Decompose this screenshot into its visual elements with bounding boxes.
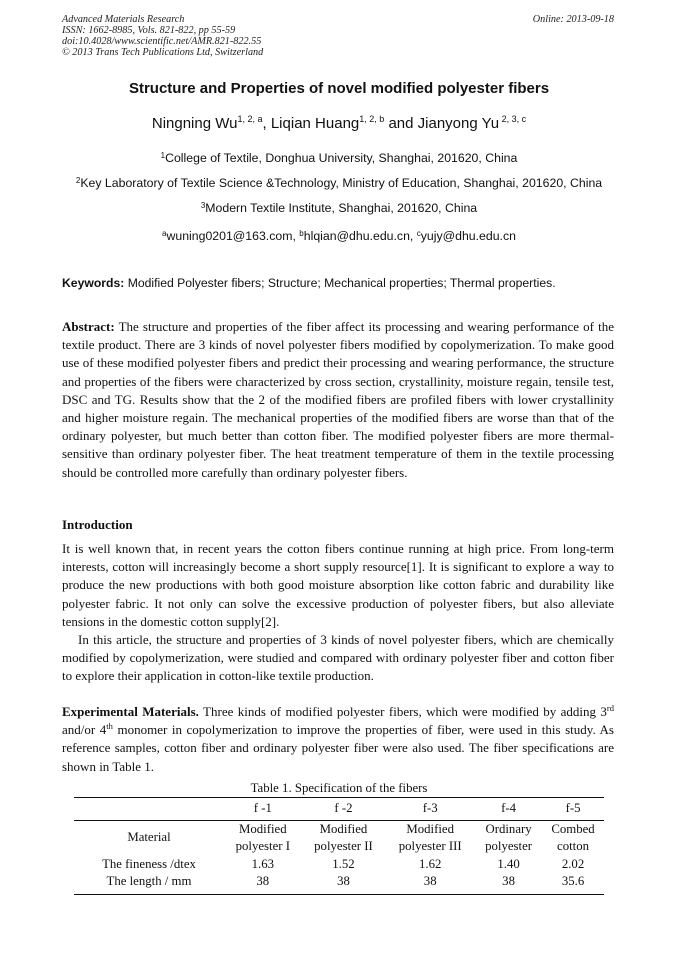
abstract-text: The structure and properties of the fiber affect its processing and wearing performance of the textile product. There are 3 kinds of novel polyester fibers modified by copolymerization. To make good use of these modified polyester fibers and predict their processing and wearing performance, the structure and properties of the fibers were characterized by cross section, crystallinity, moisture regain, tensile test, DSC and TG. Results show that the 2 of the modified fibers are profiled fibers with lower crystallinity and higher moisture regain. The mechanical properties of the modified fibers are worse than that of the ordinary polyester, but much better than cotton fiber. The modified polyester fibers are more thermal-sensitive than ordinary polyester fiber. The heat treatment temperature of them in the textile processing should be controlled more carefully than ordinary polyester fibers. xyxy=(62,319,614,480)
table-cell: polyester III xyxy=(398,839,462,853)
email-address: yujy@dhu.edu.cn xyxy=(420,229,516,243)
affil-marker: 2 xyxy=(75,176,81,185)
email-address: hlqian@dhu.edu.cn, xyxy=(303,229,417,243)
table-cell xyxy=(74,798,224,821)
table-row xyxy=(74,873,604,894)
row-label: The fineness /dtex xyxy=(102,856,196,871)
author-name: Liqian Huang xyxy=(270,115,360,132)
table-header-cell: f-5 xyxy=(542,798,604,821)
row-label: Material xyxy=(127,830,171,845)
table-header-cell: f -2 xyxy=(302,798,386,821)
table-cell: 1.52 xyxy=(332,856,355,871)
journal-name: Advanced Materials Research xyxy=(62,14,185,25)
author-affil-marker: 2, 3, c xyxy=(499,114,527,124)
email-marker: b xyxy=(299,229,304,238)
table-header-cell: f-3 xyxy=(385,798,475,821)
table-cell: 1.40 xyxy=(497,856,520,871)
author-name: Ningning Wu xyxy=(151,115,238,132)
table-cell: Modified xyxy=(319,821,368,836)
author-list xyxy=(0,115,678,132)
table-cell: Combed xyxy=(551,821,595,836)
table-cell: Modified xyxy=(406,821,455,836)
journal-issn: ISSN: 1662-8985, Vols. 821-822, pp 55-59 xyxy=(62,25,236,36)
table-cell: 35.6 xyxy=(542,873,604,894)
paragraph-text: and/or 4 xyxy=(62,722,107,738)
ordinal-suffix: th xyxy=(106,721,113,732)
table-cell: 1.62 xyxy=(419,856,442,871)
affil-marker: 3 xyxy=(200,201,206,210)
table-cell: 1.63 xyxy=(251,856,274,871)
table-cell: 38 xyxy=(302,873,386,894)
table-header-cell: f -1 xyxy=(224,798,302,821)
email-line xyxy=(0,229,678,243)
fiber-spec-table xyxy=(74,797,604,895)
table-cell: cotton xyxy=(557,839,590,853)
introduction-heading: Introduction xyxy=(62,517,133,532)
table-caption: Table 1. Specification of the fibers xyxy=(250,781,428,795)
abstract xyxy=(62,318,614,482)
keywords-text: Modified Polyester fibers; Structure; Mechanical properties; Thermal properties. xyxy=(124,276,556,290)
table-cell: 38 xyxy=(385,873,475,894)
author-name: Jianyong Yu xyxy=(417,115,500,132)
email-marker: a xyxy=(162,229,167,238)
abstract-label: Abstract: xyxy=(62,319,115,334)
journal-header xyxy=(62,14,614,58)
author-separator: and xyxy=(384,115,418,132)
affil-marker: 1 xyxy=(160,151,166,160)
author-affil-marker: 1, 2, a xyxy=(237,114,263,124)
paper-title: Structure and Properties of novel modified polyester fibers xyxy=(128,80,550,97)
table-cell: 2.02 xyxy=(561,856,585,871)
journal-doi: doi:10.4028/www.scientific.net/AMR.821-822.55 xyxy=(62,36,262,47)
affiliation-3 xyxy=(0,201,678,215)
table-cell: 38 xyxy=(475,873,542,894)
table-header-row xyxy=(74,798,604,821)
table-cell: polyester xyxy=(485,839,533,853)
affil-text: Modern Textile Institute, Shanghai, 201620, China xyxy=(205,201,478,215)
introduction-body xyxy=(62,540,614,686)
table-cell: Ordinary xyxy=(485,821,532,836)
table-cell: polyester I xyxy=(235,839,290,853)
table-header-cell: f-4 xyxy=(475,798,542,821)
email-marker: c xyxy=(416,229,421,238)
affiliation-2 xyxy=(0,176,678,190)
experimental-materials xyxy=(62,703,614,776)
table-cell: polyester II xyxy=(314,839,373,853)
ordinal-suffix: rd xyxy=(606,703,614,713)
email-address: wuning0201@163.com, xyxy=(166,229,300,243)
table-cell: Modified xyxy=(238,821,287,836)
affil-text: College of Textile, Donghua University, Shanghai, 201620, China xyxy=(165,151,518,165)
author-separator: , xyxy=(262,115,271,132)
journal-copyright: © 2013 Trans Tech Publications Ltd, Switzerland xyxy=(62,47,264,58)
paragraph-text: Three kinds of modified polyester fibers, which were modified by adding 3 xyxy=(198,704,607,719)
paragraph-text: monomer in copolymerization to improve the properties of fiber, were used in this study. As reference samples, cotton fiber and ordinary polyester fiber were also used. The fiber specifications are shown in Table 1. xyxy=(62,722,614,774)
row-label: The length / mm xyxy=(74,873,224,894)
table-row xyxy=(74,820,604,838)
table-row xyxy=(74,856,604,874)
experimental-label: Experimental Materials. xyxy=(62,704,199,719)
table-cell: 38 xyxy=(224,873,302,894)
keywords-label: Keywords: xyxy=(62,276,125,290)
author-affil-marker: 1, 2, b xyxy=(359,114,385,124)
affil-text: Key Laboratory of Textile Science &Technology, Ministry of Education, Shanghai, 201620, China xyxy=(80,176,603,190)
online-date: Online: 2013-09-18 xyxy=(532,14,614,25)
keywords xyxy=(62,276,614,290)
paragraph: It is well known that, in recent years the cotton fibers continue running at high price. From long-term interests, cotton will increasingly become a short supply resource[1]. It is significant to explore a way to produce the new productions with both good moisture absorption like cotton fabric and durability like polyester fabric. It not only can solve the excessive production of polyester fibers, but also alleviate tensions in the domestic cotton supply[2]. xyxy=(62,541,614,629)
affiliation-1 xyxy=(0,151,678,165)
paragraph: In this article, the structure and properties of 3 kinds of novel polyester fibers, which are chemically modified by copolymerization, were studied and compared with ordinary polyester fiber and cotton fiber to explore their application in cotton-like textile production. xyxy=(62,632,614,684)
